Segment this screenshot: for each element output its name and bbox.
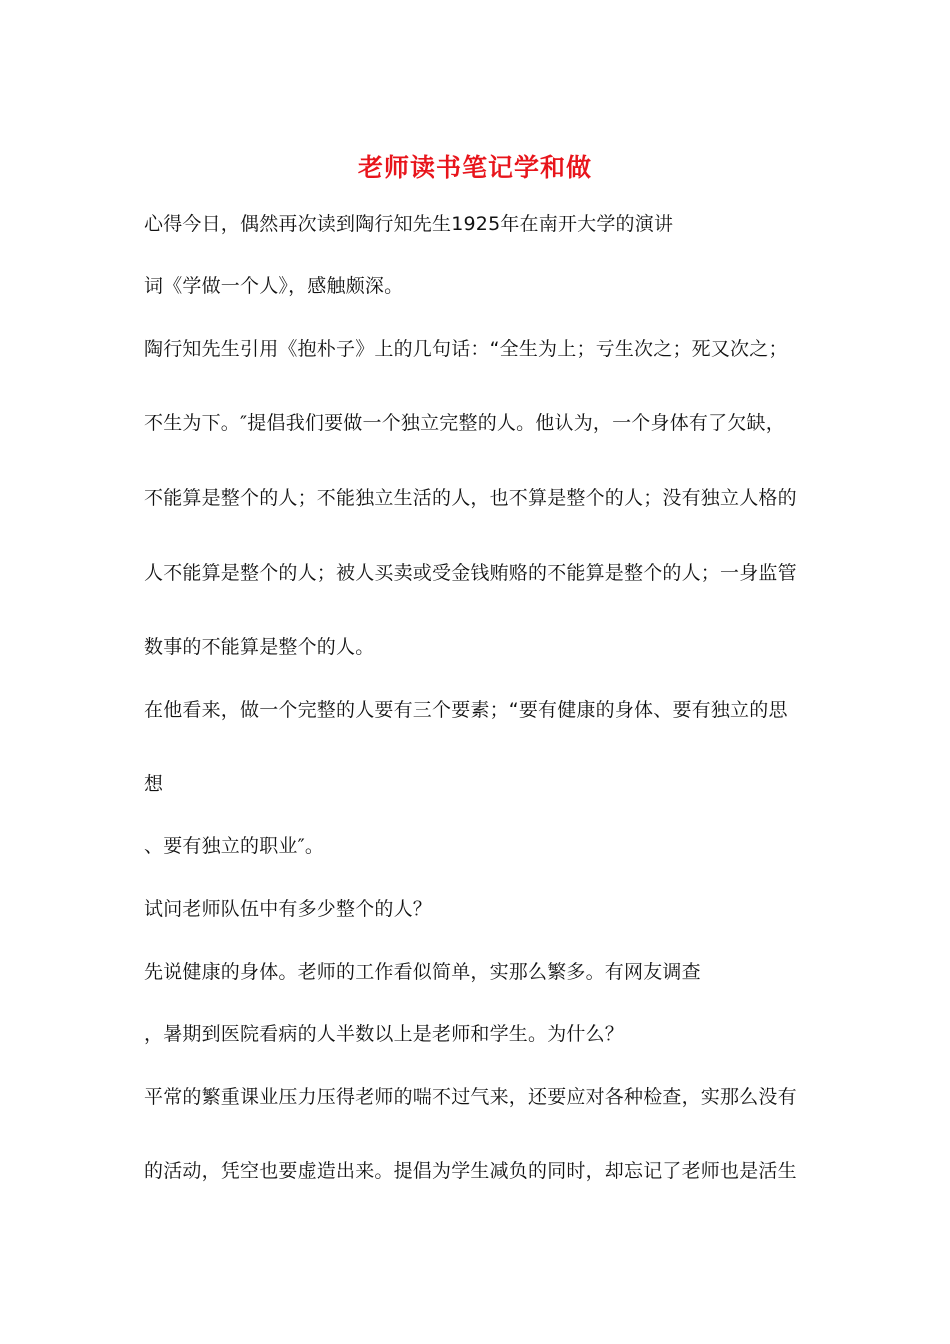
body-line-8: 在他看来，做一个完整的人要有三个要素；“要有健康的身体、要有独立的思: [144, 699, 788, 721]
body-line-1: 心得今日，偶然再次读到陶行知先生1925年在南开大学的演讲: [144, 213, 674, 235]
body-line-15: 的活动，凭空也要虚造出来。提倡为学生减负的同时，却忘记了老师也是活生: [144, 1160, 797, 1182]
body-line-4: 不生为下。″提倡我们要做一个独立完整的人。他认为，一个身体有了欠缺，: [144, 412, 785, 434]
body-line-12: 先说健康的身体。老师的工作看似简单，实那么繁多。有网友调查: [144, 961, 701, 983]
body-line-7: 数事的不能算是整个的人。: [144, 636, 375, 658]
body-line-9: 想: [144, 773, 164, 795]
body-line-6: 人不能算是整个的人；被人买卖或受金钱贿赂的不能算是整个的人；一身监管: [144, 562, 797, 584]
body-line-11: 试问老师队伍中有多少整个的人？: [144, 898, 433, 920]
body-line-5: 不能算是整个的人；不能独立生活的人，也不算是整个的人；没有独立人格的: [144, 487, 797, 509]
body-line-10: 、要有独立的职业″。: [144, 835, 325, 857]
body-line-3: 陶行知先生引用《抱朴子》上的几句话：“全生为上；亏生次之；死又次之；: [144, 338, 788, 360]
body-line-2: 词《学做一个人》，感触颇深。: [144, 275, 404, 297]
body-line-14: 平常的繁重课业压力压得老师的喘不过气来，还要应对各种检查，实那么没有: [144, 1086, 797, 1108]
body-line-13: ，暑期到医院看病的人半数以上是老师和学生。为什么？: [144, 1023, 625, 1045]
document-title: 老师读书笔记学和做: [357, 153, 592, 182]
